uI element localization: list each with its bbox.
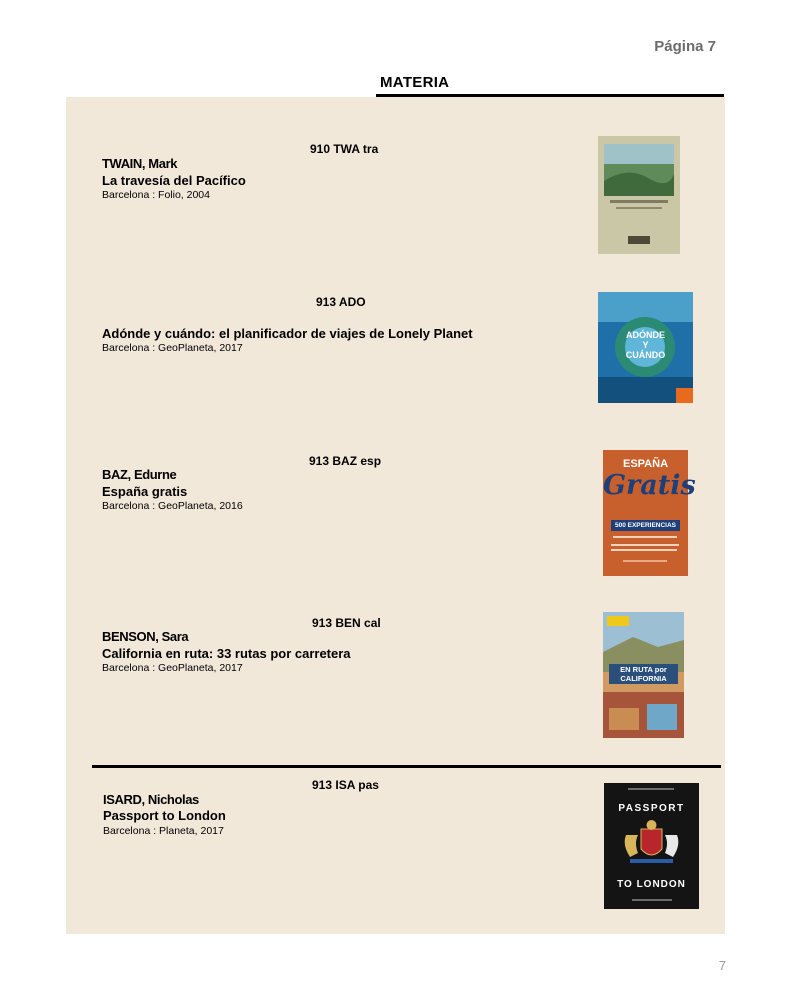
book-imprint: Barcelona : Folio, 2004 xyxy=(102,189,210,201)
book-cover-image[interactable] xyxy=(598,136,680,254)
author-name: ISARD, Nicholas xyxy=(103,792,199,807)
book-cover-image[interactable] xyxy=(604,783,699,909)
author-name: TWAIN, Mark xyxy=(102,156,178,171)
page-label: Página 7 xyxy=(654,38,716,55)
call-number: 913 ADO xyxy=(316,295,366,309)
call-number: 913 BEN cal xyxy=(312,616,381,630)
cover-title-line: ESPAÑA xyxy=(622,458,669,470)
crest-icon xyxy=(604,783,699,909)
cover-title-line: EN RUTA por xyxy=(620,665,667,674)
page-number: 7 xyxy=(718,958,726,973)
section-title: MATERIA xyxy=(380,74,450,91)
book-cover-image[interactable] xyxy=(603,450,696,576)
author-name: BAZ, Edurne xyxy=(102,467,177,482)
book-imprint: Barcelona : GeoPlaneta, 2017 xyxy=(102,662,243,674)
book-imprint: Barcelona : GeoPlaneta, 2017 xyxy=(102,342,243,354)
book-cover-image[interactable] xyxy=(603,612,684,738)
author-name: BENSON, Sara xyxy=(102,629,189,644)
section-divider xyxy=(92,765,721,768)
cover-title-line: 500 EXPERIENCIAS xyxy=(611,520,680,531)
book-title[interactable]: Adónde y cuándo: el planificador de viajes de Lonely Planet xyxy=(102,326,473,341)
book-imprint: Barcelona : GeoPlaneta, 2016 xyxy=(102,500,243,512)
cover-title-line: ADÓNDE xyxy=(625,330,665,340)
book-title[interactable]: Passport to London xyxy=(103,808,226,823)
cover-title-line: CUÁNDO xyxy=(625,350,666,360)
book-cover-image[interactable] xyxy=(598,292,693,403)
book-imprint: Barcelona : Planeta, 2017 xyxy=(103,825,224,837)
call-number: 913 BAZ esp xyxy=(309,454,382,468)
book-title[interactable]: California en ruta: 33 rutas por carretera xyxy=(102,646,351,661)
book-title[interactable]: España gratis xyxy=(102,484,188,499)
call-number: 913 ISA pas xyxy=(312,778,379,792)
cover-title-line: CALIFORNIA xyxy=(620,674,667,683)
cover-title-line: TO LONDON xyxy=(617,879,686,890)
cover-title-line: PASSPORT xyxy=(618,803,685,814)
cover-title-line: Y xyxy=(642,340,649,350)
call-number: 910 TWA tra xyxy=(310,142,379,156)
cover-title-line: Gratis xyxy=(603,470,696,501)
book-title[interactable]: La travesía del Pacífico xyxy=(102,173,246,188)
